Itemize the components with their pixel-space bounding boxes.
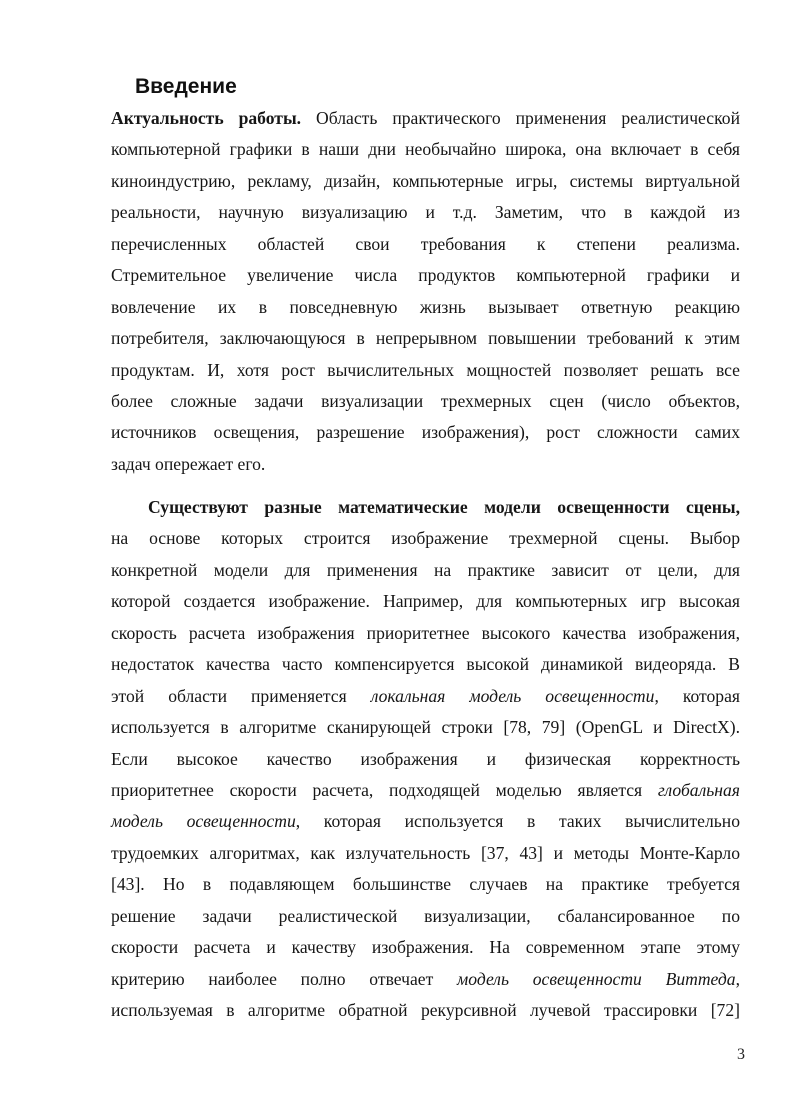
text-line bbox=[111, 681, 740, 712]
italic-term: модель освещенности Виттеда bbox=[457, 968, 736, 989]
text-line: реальности, научную визуализацию и т.д. Заметим, что в каждой из bbox=[111, 202, 740, 223]
italic-term: глобальная bbox=[657, 779, 740, 800]
text-line bbox=[111, 492, 740, 523]
text-line: трудоемких алгоритмах, как излучательность [37, 43] и методы Монте-Карло bbox=[111, 842, 740, 863]
text-line: скорости расчета и качеству изображения. На современном этапе этому bbox=[111, 937, 740, 958]
text-line: Если высокое качество изображения и физическая корректность bbox=[111, 748, 740, 769]
text-line bbox=[111, 964, 740, 995]
bold-lead: Актуальность работы. bbox=[111, 108, 302, 128]
paragraph-relevance bbox=[111, 103, 740, 480]
text-span: Область практического применения реалистической bbox=[301, 108, 740, 128]
text-line: компьютерной графики в наши дни необычайно широка, она включает в себя bbox=[111, 139, 740, 160]
text-line: недостаток качества часто компенсируется высокой динамикой видеоряда. В bbox=[111, 654, 740, 675]
text-line: используемая в алгоритме обратной рекурсивной лучевой трассировки [72] bbox=[111, 1000, 740, 1020]
italic-term: модель освещенности bbox=[111, 811, 296, 832]
text-line: скорость расчета изображения приоритетнее высокого качества изображения, bbox=[111, 622, 740, 643]
text-span: этой области применяется bbox=[111, 685, 371, 706]
text-line: [43]. Но в подавляющем большинстве случаев на практике требуется bbox=[111, 874, 740, 895]
text-line: используется в алгоритме сканирующей строки [78, 79] (OpenGL и DirectX). bbox=[111, 717, 740, 738]
page-number: 3 bbox=[737, 1046, 745, 1063]
text-line: перечисленных областей свои требования к степени реализма. bbox=[111, 233, 740, 254]
text-line: киноиндустрию, рекламу, дизайн, компьютерные игры, системы виртуальной bbox=[111, 170, 740, 191]
text-span: , bbox=[735, 968, 741, 989]
text-line bbox=[111, 103, 740, 134]
text-line: которой создается изображение. Например, для компьютерных игр высокая bbox=[111, 591, 740, 612]
text-line: решение задачи реалистической визуализации, сбалансированное по bbox=[111, 905, 740, 926]
text-line: продуктам. И, хотя рост вычислительных мощностей позволяет решать все bbox=[111, 359, 740, 380]
text-line: более сложные задачи визуализации трехмерных сцен (число объектов, bbox=[111, 390, 740, 411]
text-line: вовлечение их в повседневную жизнь вызывает ответную реакцию bbox=[111, 296, 740, 317]
text-line: задач опережает его. bbox=[111, 453, 266, 474]
italic-term: локальная модель освещенности bbox=[370, 685, 655, 706]
text-line: потребителя, заключающуюся в непрерывном повышении требований к этим bbox=[111, 328, 740, 349]
text-line: конкретной модели для применения на практике зависит от цели, для bbox=[111, 559, 740, 580]
text-span: , которая используется в таких вычислительно bbox=[295, 811, 740, 832]
bold-lead: Существуют разные математические модели освещенности сцены, bbox=[148, 497, 740, 517]
text-line: источников освещения, разрешение изображения), рост сложности самих bbox=[111, 422, 740, 443]
text-span: , которая bbox=[654, 685, 740, 706]
text-line bbox=[111, 775, 740, 806]
paragraph-models bbox=[111, 492, 740, 1026]
text-line: на основе которых строится изображение трехмерной сцены. Выбор bbox=[111, 528, 740, 549]
text-line bbox=[111, 806, 740, 837]
text-line: Стремительное увеличение числа продуктов компьютерной графики и bbox=[111, 265, 740, 286]
text-span: критерию наиболее полно отвечает bbox=[111, 968, 458, 989]
section-heading: Введение bbox=[135, 75, 237, 98]
text-span: приоритетнее скорости расчета, подходящей моделью является bbox=[111, 779, 658, 800]
